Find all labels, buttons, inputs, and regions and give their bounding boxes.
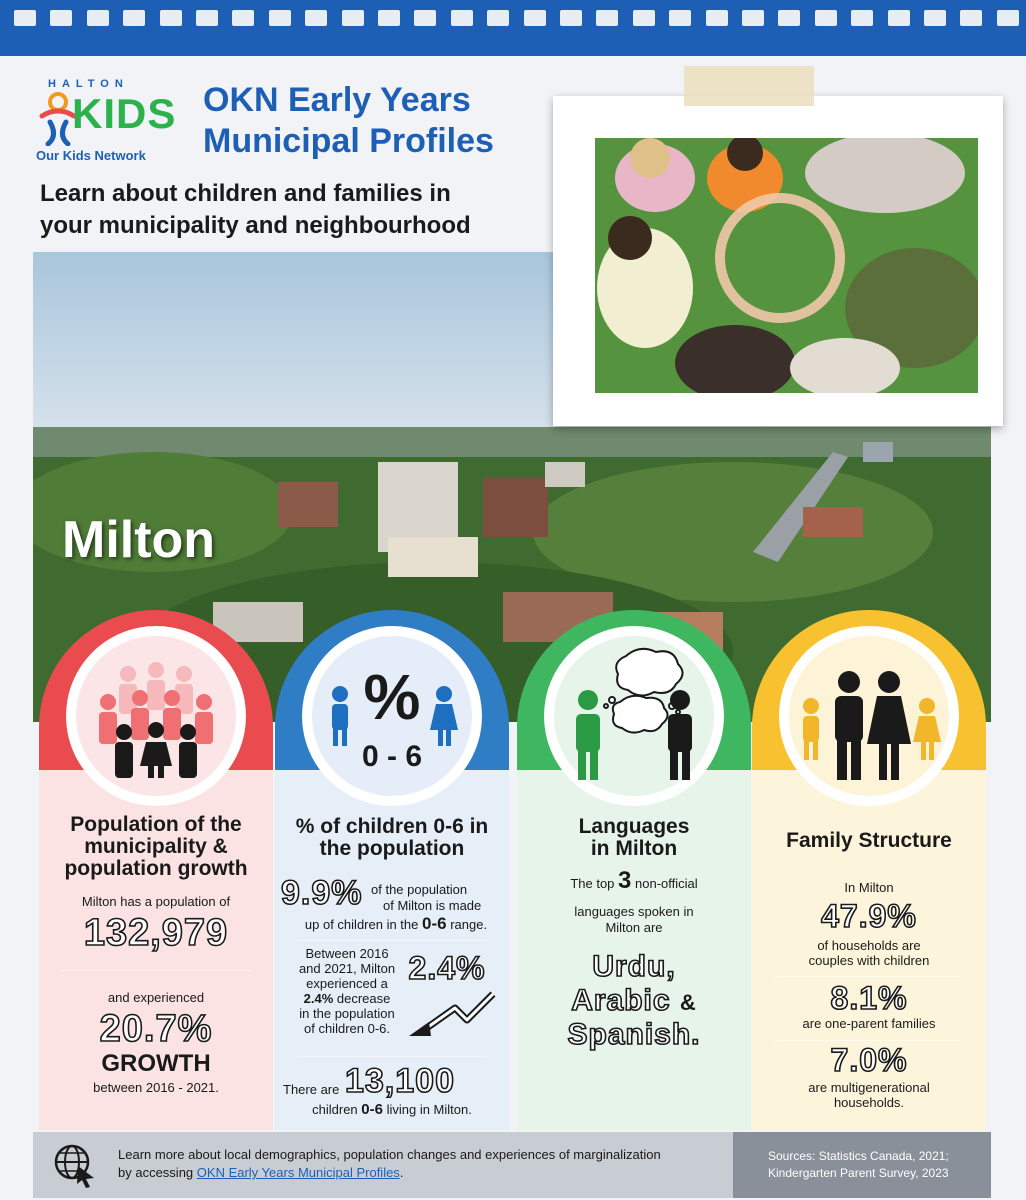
footer-text-3: .: [399, 1165, 404, 1180]
footer-text-2: by accessing: [118, 1165, 194, 1180]
logo-halton: HALTON: [48, 78, 129, 90]
binder-hole: [305, 10, 327, 26]
footer-text-2-row: [118, 1164, 738, 1182]
binder-hole: [706, 10, 728, 26]
divider: [774, 976, 964, 977]
binder-hole: [160, 10, 182, 26]
binder-hole: [997, 10, 1019, 26]
decrease-value: 2.4%: [408, 950, 486, 986]
logo-kids: KIDS: [72, 90, 177, 137]
binder-hole: [50, 10, 72, 26]
profiles-link[interactable]: OKN Early Years Municipal Profiles: [196, 1165, 400, 1180]
children-living-text: living in Milton.: [386, 1102, 472, 1117]
languages-title: [525, 816, 743, 860]
city-name: Milton: [62, 511, 216, 569]
page-subtitle: [40, 178, 560, 242]
decrease-bold: 2.4%: [303, 991, 334, 1006]
population-intro: Milton has a population of: [81, 894, 231, 909]
binder-hole: [742, 10, 764, 26]
languages-top-n: 3: [618, 867, 632, 894]
population-card: [39, 610, 273, 1130]
family-stat-2-text: are one-parent families: [802, 1016, 936, 1031]
languages-text-3: languages spoken in: [574, 904, 694, 919]
decrease-text-2: and 2021, Milton: [298, 961, 396, 976]
children-pct-text-4: range.: [450, 917, 488, 932]
family-stat-3-text-1: are multigenerational: [808, 1080, 930, 1095]
icon-circle: [302, 626, 482, 806]
children-word: children: [312, 1102, 358, 1117]
crowd-icon: [76, 636, 236, 796]
binder-hole: [924, 10, 946, 26]
age-range-label: 0 - 6: [361, 740, 423, 773]
languages-title-line-1: Languages: [578, 815, 690, 838]
there-are-text: There are: [283, 1082, 340, 1097]
decrease-text-4: [287, 991, 407, 1006]
binder-hole: [960, 10, 982, 26]
children-pct-text-2: of Milton is made: [383, 898, 482, 913]
binder-hole: [596, 10, 618, 26]
binder-hole: [14, 10, 36, 26]
children-count-text: [275, 1102, 509, 1117]
family-title: Family Structure: [786, 829, 952, 852]
binder-holes: [14, 10, 1014, 26]
decrease-text-3: experienced a: [306, 976, 388, 991]
language-arabic-row: [517, 984, 751, 1018]
growth-word: GROWTH: [101, 1050, 211, 1077]
icon-circle: [779, 626, 959, 806]
subtitle-line-1: Learn about children and families in: [40, 180, 451, 207]
children-circle-photo: [595, 138, 978, 393]
percent-symbol: %: [363, 661, 421, 733]
decrease-text-5: in the population: [299, 1006, 395, 1021]
children-pct-range: 0-6: [422, 914, 447, 933]
ampersand: &: [679, 990, 697, 1015]
speaking-people-icon: [554, 636, 714, 796]
binder-hole: [232, 10, 254, 26]
divider: [774, 1040, 964, 1041]
divider: [297, 1056, 487, 1057]
languages-text-4: Milton are: [605, 920, 663, 935]
icon-circle: [544, 626, 724, 806]
family-card: [752, 610, 986, 1130]
children-pct-text-3a: up of children in the: [304, 917, 419, 932]
binder-hole: [560, 10, 582, 26]
page-title: [203, 80, 563, 162]
binder-hole: [123, 10, 145, 26]
languages-text-2: non-official: [635, 876, 698, 891]
footer-text-1: Learn more about local demographics, population changes and experiences of marginalization: [118, 1147, 661, 1162]
languages-text-1: The top: [570, 876, 615, 891]
icon-circle-inner: [789, 636, 949, 796]
children-pct-text-3: [289, 916, 503, 932]
divider: [61, 970, 251, 971]
family-intro: In Milton: [844, 880, 894, 895]
binder-hole: [487, 10, 509, 26]
family-stat-1-text-1: of households are: [817, 938, 921, 953]
sources-line-1: Sources: Statistics Canada, 2021;: [768, 1149, 949, 1163]
growth-period: between 2016 - 2021.: [93, 1080, 219, 1095]
binder-hole: [778, 10, 800, 26]
icon-circle-inner: [554, 636, 714, 796]
binder-hole: [851, 10, 873, 26]
down-arrow-icon: [403, 986, 499, 1038]
children-pct-text-1: of the population: [371, 882, 468, 897]
icon-circle: [66, 626, 246, 806]
binder-hole: [524, 10, 546, 26]
population-value: 132,979: [83, 912, 229, 954]
language-urdu: Urdu,: [592, 950, 676, 983]
subtitle-line-2: your municipality and neighbourhood: [40, 212, 471, 239]
languages-card: [517, 610, 751, 1130]
icon-circle-inner: [312, 636, 472, 796]
languages-title-line-2: in Milton: [590, 837, 678, 860]
globe-cursor-icon: [52, 1142, 98, 1188]
binder-hole: [269, 10, 291, 26]
binder-strip: [0, 0, 1026, 56]
children-card: [275, 610, 509, 1130]
sources-text: [768, 1148, 988, 1182]
binder-hole: [196, 10, 218, 26]
family-stat-1-text-2: couples with children: [808, 953, 930, 968]
languages-intro: [525, 867, 743, 894]
binder-hole: [87, 10, 109, 26]
binder-hole: [888, 10, 910, 26]
language-arabic: Arabic: [571, 984, 671, 1017]
growth-percent: 20.7%: [99, 1008, 213, 1050]
family-stat-3: 7.0%: [830, 1042, 908, 1078]
logo-network: Our Kids Network: [36, 148, 146, 163]
population-experienced: and experienced: [107, 990, 205, 1005]
binder-hole: [451, 10, 473, 26]
tape-strip: [684, 66, 814, 106]
divider: [297, 940, 487, 941]
family-stat-1: 47.9%: [821, 898, 917, 934]
binder-hole: [815, 10, 837, 26]
decrease-text-1: Between 2016: [305, 946, 389, 961]
children-count: 13,100: [345, 1062, 455, 1100]
sources-line-2: Kindergarten Parent Survey, 2023: [768, 1166, 949, 1180]
icon-circle-inner: [76, 636, 236, 796]
photo-frame: [553, 96, 1003, 426]
children-percent: 9.9%: [281, 874, 363, 912]
binder-hole: [414, 10, 436, 26]
title-line-1: OKN Early Years: [203, 81, 471, 119]
binder-hole: [342, 10, 364, 26]
binder-hole: [669, 10, 691, 26]
binder-hole: [378, 10, 400, 26]
decrease-word: decrease: [336, 991, 391, 1006]
family-stat-3-text-2: households.: [833, 1095, 905, 1110]
family-icon: [789, 636, 949, 796]
language-spanish: Spanish.: [567, 1018, 701, 1051]
children-count-range: 0-6: [361, 1101, 383, 1118]
population-title: Population of the municipality & population growth: [64, 813, 248, 880]
family-stat-2: 8.1%: [830, 980, 908, 1016]
children-title: % of children 0-6 in the population: [295, 815, 489, 860]
title-line-2: Municipal Profiles: [203, 122, 494, 160]
footer-text: [118, 1146, 738, 1182]
okn-logo: [36, 78, 196, 168]
binder-hole: [633, 10, 655, 26]
decrease-text-6: of children 0-6.: [304, 1021, 390, 1036]
